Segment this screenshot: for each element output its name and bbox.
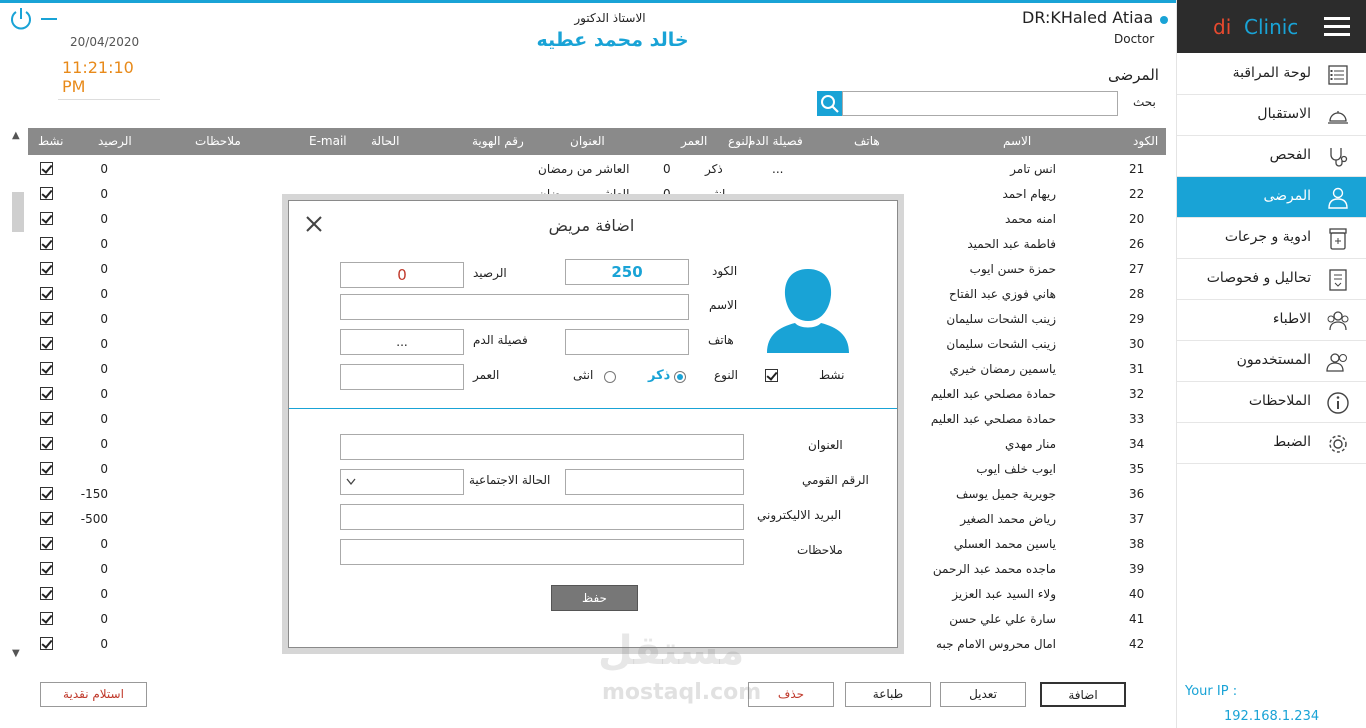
sidebar-item-label: الملاحظات (1248, 393, 1311, 409)
column-header[interactable]: النوع (728, 134, 752, 148)
email-field[interactable] (340, 504, 744, 530)
stethoscope-icon (1325, 144, 1351, 170)
cash-receipt-button[interactable]: استلام نقدية (40, 682, 147, 707)
sidebar-item-label: المستخدمون (1236, 352, 1311, 368)
code-field[interactable]: 250 (565, 259, 689, 285)
age-label: العمر (473, 368, 500, 382)
cell-code: 38 (1129, 537, 1145, 551)
sidebar-item-9[interactable] (1177, 423, 1366, 464)
cell-balance: 0 (100, 462, 108, 476)
active-checkbox[interactable] (40, 487, 53, 500)
cell-code: 35 (1129, 462, 1145, 476)
sidebar-item-label: الاستقبال (1257, 106, 1311, 122)
sidebar-item-label: ادوية و جرعات (1224, 229, 1311, 245)
cell-name: فاطمة عبد الحميد (967, 237, 1056, 251)
cell-name: ماجده محمد عبد الرحمن (932, 562, 1056, 576)
column-header[interactable]: الحالة (371, 134, 400, 148)
phone-label: هاتف (708, 333, 734, 347)
active-checkbox[interactable] (40, 337, 53, 350)
gender-male-label: ذكر (648, 368, 671, 383)
cell-balance: 0 (100, 562, 108, 576)
active-checkbox[interactable] (40, 462, 53, 475)
cell-code: 37 (1129, 512, 1145, 526)
cell-code: 22 (1129, 187, 1145, 201)
minimize-icon[interactable] (41, 18, 57, 20)
cell-name: هاني فوزي عبد الفتاح (948, 287, 1056, 301)
sidebar-item-8[interactable] (1177, 382, 1366, 423)
address-field[interactable] (340, 434, 744, 460)
sidebar-item-4[interactable] (1177, 218, 1366, 259)
cell-name: حمادة مصلحي عبد العليم (930, 412, 1056, 426)
cell-name: انس تامر (1010, 162, 1056, 176)
marital-status-label: الحالة الاجتماعية (469, 473, 551, 487)
close-icon[interactable] (305, 215, 323, 233)
column-header[interactable]: الاسم (1003, 134, 1032, 148)
cell-name: جويرية جميل يوسف (955, 487, 1056, 501)
search-icon (817, 91, 842, 116)
cell-balance: 0 (100, 412, 108, 426)
add-patient-dialog (288, 200, 898, 648)
cell-balance: 0 (100, 637, 108, 651)
cell-name: ريهام احمد (1002, 187, 1056, 201)
current-date: 20/04/2020 (70, 35, 140, 49)
cell-name: حمادة مصلحي عبد العليم (930, 387, 1056, 401)
doctors-icon (1325, 308, 1351, 334)
lab-tests-icon (1325, 267, 1351, 293)
notes-field[interactable] (340, 539, 744, 565)
cell-balance: 0 (100, 437, 108, 451)
users-icon (1325, 349, 1351, 375)
scroll-up-icon[interactable]: ▲ (12, 130, 20, 141)
sidebar-item-6[interactable] (1177, 300, 1366, 341)
gender-label: النوع (714, 368, 738, 382)
sidebar-item-0[interactable] (1177, 54, 1366, 95)
cell-gender: ذكر (705, 162, 723, 176)
doctor-title: الاستاذ الدكتور (574, 11, 646, 25)
cell-name: ياسين محمد العسلي (953, 537, 1056, 551)
cell-balance: 0 (100, 212, 108, 226)
cell-code: 31 (1129, 362, 1145, 376)
cell-name: ايوب خلف ايوب (976, 462, 1056, 476)
dashboard-icon (1325, 62, 1351, 88)
cell-code: 41 (1129, 612, 1145, 626)
balance-label: الرصيد (473, 266, 507, 280)
scroll-down-icon[interactable]: ▼ (12, 648, 20, 659)
cell-balance: -500 (80, 512, 108, 526)
medicine-icon (1325, 226, 1351, 252)
chevron-down-icon (345, 478, 357, 486)
active-checkbox[interactable] (40, 637, 53, 650)
cell-name: رياض محمد الصغير (960, 512, 1056, 526)
active-checkbox[interactable] (40, 187, 53, 200)
cell-code: 39 (1129, 562, 1145, 576)
column-header[interactable]: فصيلة الدم (748, 134, 803, 148)
active-checkbox[interactable] (40, 587, 53, 600)
active-checkbox[interactable] (40, 612, 53, 625)
gender-female-label: انثى (573, 368, 594, 382)
cell-balance: 0 (100, 387, 108, 401)
cell-name: ياسمين رمضان خيري (949, 362, 1056, 376)
phone-field[interactable] (565, 329, 689, 355)
national-id-field[interactable] (565, 469, 744, 495)
column-header[interactable]: رقم الهوية (472, 134, 524, 148)
name-field[interactable] (340, 294, 689, 320)
cell-balance: 0 (100, 262, 108, 276)
national-id-label: الرقم القومي (802, 473, 869, 487)
blood-type-field[interactable]: ... (340, 329, 464, 355)
column-header[interactable]: هاتف (854, 134, 880, 148)
settings-gear-icon (1325, 431, 1351, 457)
cell-code: 42 (1129, 637, 1145, 651)
user-name: DR:KHaled Atiaa (1022, 8, 1154, 27)
column-header[interactable]: E-mail (309, 134, 347, 148)
cell-name: سارة علي علي حسن (949, 612, 1056, 626)
power-icon[interactable] (8, 6, 34, 32)
column-header[interactable]: العنوان (570, 134, 605, 148)
active-checkbox[interactable] (40, 537, 53, 550)
cell-code: 27 (1129, 262, 1145, 276)
cell-name: ولاء السيد عبد العزيز (952, 587, 1056, 601)
sidebar-item-label: لوحة المراقبة (1232, 65, 1311, 81)
column-header[interactable]: نشط (38, 134, 64, 148)
sidebar-item-5[interactable] (1177, 259, 1366, 300)
cell-code: 26 (1129, 237, 1145, 251)
top-accent-line (0, 0, 1176, 3)
cell-name: امنه محمد (1004, 212, 1056, 226)
active-checkbox[interactable] (40, 312, 53, 325)
active-checkbox[interactable] (40, 387, 53, 400)
cell-code: 29 (1129, 312, 1145, 326)
scrollbar-thumb[interactable] (12, 192, 24, 232)
cell-balance: 0 (100, 237, 108, 251)
marital-status-select[interactable] (340, 469, 464, 495)
sidebar-item-label: الضبط (1273, 434, 1311, 450)
balance-field[interactable]: 0 (340, 262, 464, 288)
cell-address: العاشر من رمضان (538, 162, 630, 176)
gender-male-radio[interactable] (674, 371, 686, 383)
section-divider (289, 408, 897, 409)
print-button[interactable]: طباعة (845, 682, 931, 707)
cell-balance: 0 (100, 312, 108, 326)
active-checkbox[interactable] (40, 362, 53, 375)
column-header[interactable]: الرصيد (98, 134, 132, 148)
menu-hamburger-icon[interactable] (1324, 17, 1350, 37)
cell-blood-type: ... (772, 162, 784, 176)
column-header[interactable]: العمر (681, 134, 708, 148)
cell-name: منار مهدي (1005, 437, 1056, 451)
page-title: المرضى (1108, 66, 1159, 84)
sidebar-header (1177, 0, 1366, 53)
save-button[interactable]: حفظ (551, 585, 638, 611)
column-header[interactable]: الكود (1133, 134, 1159, 148)
cell-name: امال محروس الامام جبه (936, 637, 1056, 651)
name-label: الاسم (709, 298, 738, 312)
cell-code: 28 (1129, 287, 1145, 301)
gender-female-radio[interactable] (604, 371, 616, 383)
cell-balance: 0 (100, 587, 108, 601)
active-checkbox[interactable] (40, 237, 53, 250)
sidebar-item-2[interactable] (1177, 136, 1366, 177)
active-checkbox[interactable] (40, 262, 53, 275)
cell-name: حمزة حسن ايوب (969, 262, 1056, 276)
cell-balance: 0 (100, 612, 108, 626)
cell-name: زينب الشحات سليمان (946, 312, 1056, 326)
cell-balance: 0 (100, 287, 108, 301)
active-checkbox[interactable] (40, 212, 53, 225)
reception-bell-icon (1325, 103, 1351, 129)
cell-balance: 0 (100, 162, 108, 176)
add-button[interactable]: اضافة (1040, 682, 1126, 707)
blood-type-label: فصيلة الدم (473, 333, 528, 347)
sidebar-item-label: الفحص (1269, 147, 1311, 163)
patient-avatar-icon (765, 265, 851, 353)
ip-label: Your IP : (1185, 684, 1238, 699)
app-logo: di Clinic (1213, 15, 1299, 39)
cell-code: 36 (1129, 487, 1145, 501)
info-icon (1325, 390, 1351, 416)
online-status-dot (1160, 16, 1168, 24)
sidebar-item-3[interactable] (1177, 177, 1366, 218)
cell-code: 30 (1129, 337, 1145, 351)
cell-code: 34 (1129, 437, 1145, 451)
cell-balance: 0 (100, 337, 108, 351)
delete-button[interactable]: حذف (748, 682, 834, 707)
email-label: البريد الاليكتروني (757, 508, 842, 522)
active-checkbox[interactable] (40, 512, 53, 525)
current-time: 11:21:10 PM (58, 58, 160, 100)
cell-balance: 0 (100, 362, 108, 376)
active-checkbox[interactable] (40, 412, 53, 425)
active-checkbox[interactable] (40, 162, 53, 175)
column-header[interactable]: ملاحظات (195, 134, 241, 148)
ip-value: 192.168.1.234 (1224, 709, 1320, 724)
sidebar-item-1[interactable] (1177, 95, 1366, 136)
age-field[interactable] (340, 364, 464, 390)
cell-balance: 0 (100, 537, 108, 551)
cell-balance: -150 (80, 487, 108, 501)
active-checkbox[interactable] (765, 369, 778, 382)
user-role: Doctor (1114, 32, 1155, 46)
dialog-title: اضافة مريض (548, 216, 635, 235)
cell-balance: 0 (100, 187, 108, 201)
address-label: العنوان (808, 438, 843, 452)
notes-label: ملاحظات (797, 543, 843, 557)
watermark-logo: مستقل (598, 628, 745, 674)
sidebar-item-label: تحاليل و فحوصات (1206, 270, 1311, 286)
search-button[interactable] (817, 91, 842, 116)
cell-name: زينب الشحات سليمان (946, 337, 1056, 351)
table-row[interactable] (28, 156, 1166, 181)
active-checkbox[interactable] (40, 437, 53, 450)
active-checkbox[interactable] (40, 287, 53, 300)
search-label: بحث (1133, 95, 1156, 109)
active-checkbox[interactable] (40, 562, 53, 575)
sidebar (1176, 0, 1366, 728)
patients-table-header (28, 128, 1166, 155)
patient-icon (1325, 185, 1351, 211)
edit-button[interactable]: تعديل (940, 682, 1026, 707)
cell-age: 0 (663, 162, 671, 176)
cell-code: 20 (1129, 212, 1145, 226)
cell-code: 21 (1129, 162, 1145, 176)
watermark-text: mostaql.com (602, 680, 762, 705)
cell-code: 40 (1129, 587, 1145, 601)
code-label: الكود (712, 264, 738, 278)
sidebar-item-7[interactable] (1177, 341, 1366, 382)
sidebar-item-label: المرضى (1263, 188, 1311, 204)
cell-code: 32 (1129, 387, 1145, 401)
sidebar-item-label: الاطباء (1272, 311, 1311, 327)
search-input[interactable] (842, 91, 1118, 116)
active-label: نشط (819, 368, 845, 382)
cell-code: 33 (1129, 412, 1145, 426)
doctor-name: خالد محمد عطيه (536, 29, 689, 51)
